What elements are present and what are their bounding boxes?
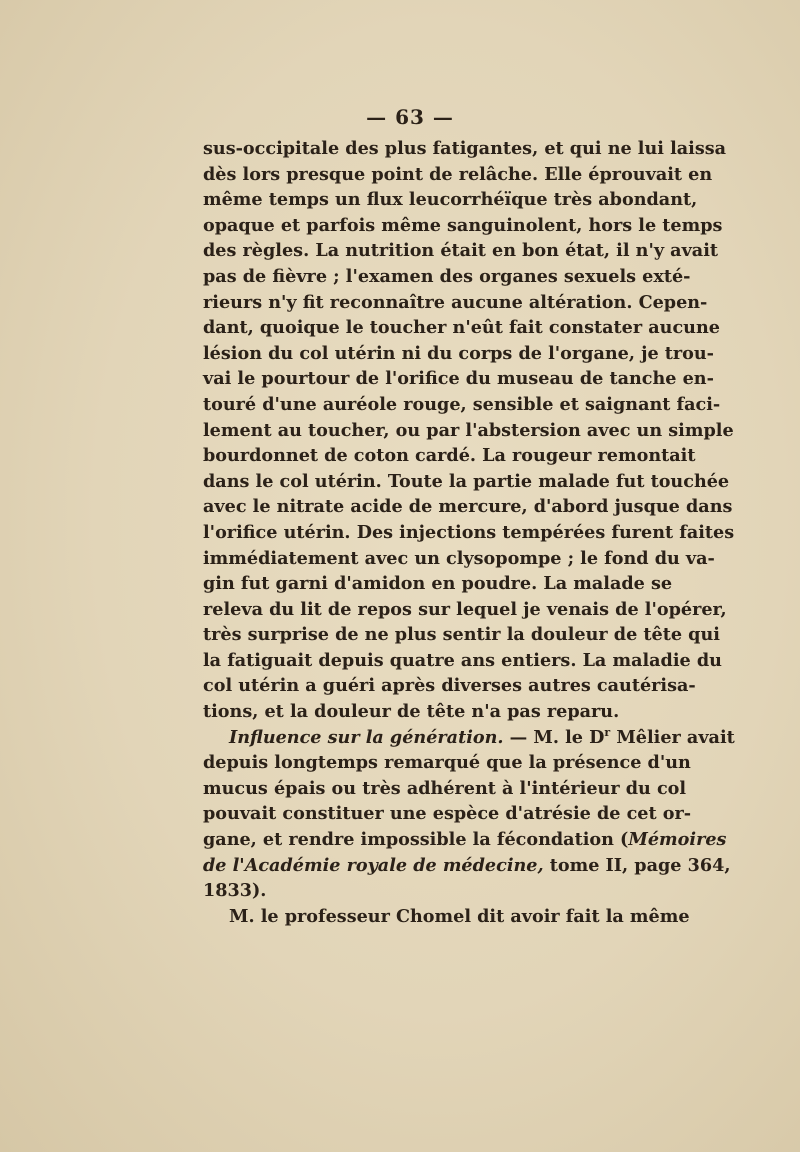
- text-line: [203, 546, 715, 572]
- text-run: tions, et la douleur de tête n'a pas reparu.: [203, 701, 620, 723]
- text-line: [203, 238, 719, 264]
- text-line: [203, 366, 714, 392]
- text-run: sus-occipitale des plus fatigantes, et qui ne lui laissa: [203, 138, 727, 159]
- text-run: vai le pourtour de l'orifice du museau de tanche en-: [203, 368, 714, 390]
- text-line: [203, 469, 730, 495]
- text-run: très surprise de ne plus sentir la douleur de tête qui: [203, 624, 720, 646]
- text-line: [203, 290, 708, 316]
- italic-text: Influence sur la génération.: [229, 726, 504, 748]
- text-run: lésion du col utérin ni du corps de l'organe, je trou-: [203, 342, 714, 364]
- text-run: dant, quoique le toucher n'eût fait constater aucune: [203, 317, 720, 339]
- page-number: — 63 —: [366, 105, 454, 129]
- text-line: [203, 801, 692, 827]
- text-line: [203, 418, 734, 444]
- text-run: des règles. La nutrition était en bon état, il n'y avait: [203, 240, 719, 262]
- text-run: col utérin a guéri après diverses autres cautérisa-: [203, 675, 696, 697]
- text-line: [203, 162, 713, 188]
- text-line: [203, 878, 637, 904]
- text-line: [203, 648, 722, 674]
- text-line: [203, 315, 720, 341]
- text-line: [203, 264, 691, 290]
- superscript-text: r: [604, 725, 611, 739]
- text-run: rieurs n'y fit reconnaître aucune altération. Cepen-: [203, 291, 708, 313]
- text-run: bourdonnet de coton cardé. La rougeur remontait: [203, 445, 696, 467]
- text-line: [203, 597, 727, 623]
- text-run: avec le nitrate acide de mercure, d'abord jusque dans: [203, 496, 733, 518]
- text-run: l'orifice utérin. Des injections tempérées furent faites: [203, 521, 735, 543]
- text-run: Mêlier avait: [610, 726, 735, 748]
- text-run: mucus épais ou très adhérent à l'intérieur du col: [203, 777, 687, 799]
- text-run: touré d'une auréole rouge, sensible et saignant faci-: [203, 393, 721, 415]
- text-line: [203, 827, 727, 853]
- text-run: tome II, page 364,: [543, 854, 731, 876]
- text-run: immédiatement avec un clysopompe ; le fond du va-: [203, 547, 715, 569]
- text-run: gane, et rendre impossible la fécondation (: [203, 829, 629, 851]
- text-run: pas de fièvre ; l'examen des organes sexuels exté-: [203, 265, 691, 287]
- text-line: [203, 571, 673, 597]
- text-run: depuis longtemps remarqué que la présence d'un: [203, 752, 691, 774]
- body-text: [203, 136, 735, 929]
- text-line: [203, 725, 735, 751]
- text-line: [203, 699, 637, 725]
- text-line: [203, 853, 731, 879]
- text-line: [203, 673, 696, 699]
- text-line: [203, 776, 687, 802]
- text-line: [203, 622, 720, 648]
- text-run: opaque et parfois même sanguinolent, hors le temps: [203, 214, 723, 236]
- text-line: [203, 520, 735, 546]
- text-run: M. le professeur Chomel dit avoir fait la même: [229, 905, 690, 927]
- text-line: [203, 392, 721, 418]
- text-line: [203, 213, 723, 239]
- text-line: [203, 187, 698, 213]
- text-line: [203, 750, 691, 776]
- text-run: — M. le D: [503, 726, 605, 748]
- text-run: dans le col utérin. Toute la partie malade fut touchée: [203, 470, 730, 492]
- text-run: même temps un flux leucorrhéïque très abondant,: [203, 189, 698, 211]
- text-line: [203, 494, 733, 520]
- italic-text: Mémoires: [628, 829, 727, 851]
- text-line: [203, 443, 696, 469]
- text-line: [203, 904, 690, 930]
- text-run: dès lors presque point de relâche. Elle éprouvait en: [203, 163, 713, 185]
- text-run: pouvait constituer une espèce d'atrésie de cet or-: [203, 803, 692, 825]
- text-run: lement au toucher, ou par l'abstersion avec un simple: [203, 419, 734, 441]
- text-line: [203, 341, 714, 367]
- italic-text: de l'Académie royale de médecine,: [203, 854, 544, 876]
- text-run: la fatiguait depuis quatre ans entiers. La maladie du: [203, 649, 722, 671]
- text-run: 1833).: [203, 880, 267, 902]
- text-line: [203, 136, 727, 162]
- text-run: gin fut garni d'amidon en poudre. La malade se: [203, 573, 673, 595]
- text-run: releva du lit de repos sur lequel je venais de l'opérer,: [203, 598, 727, 620]
